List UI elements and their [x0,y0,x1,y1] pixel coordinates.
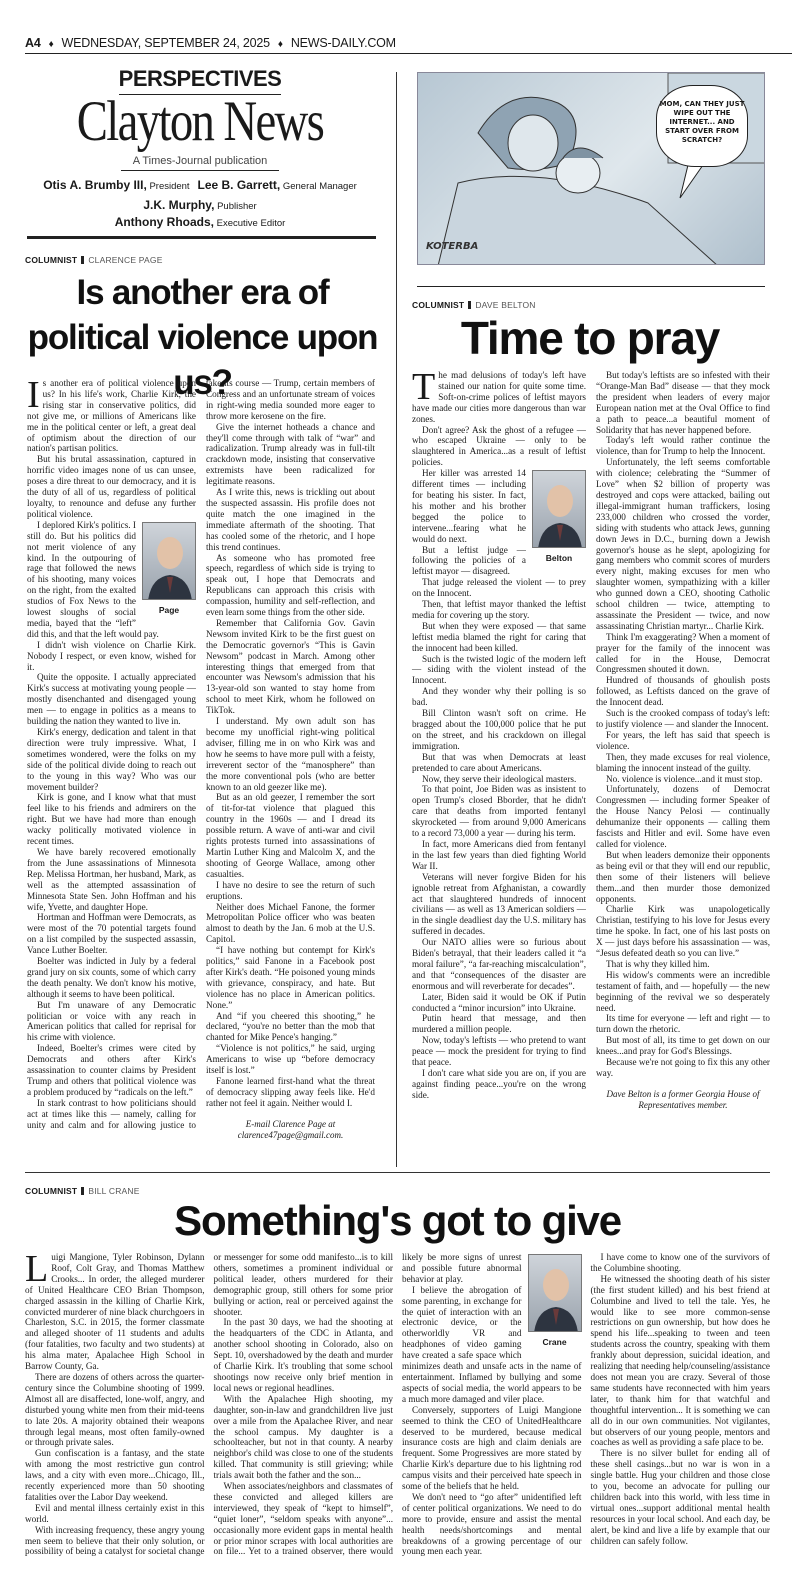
article-body [412,366,770,1111]
paragraph: Kirk's energy, dedication and talent in that direction were truly impressive. What, I sometimes wondered, were the folks on my side of the political divide doing to reach out to the young in this way? Who was our movement builder? [27,727,196,792]
columnist-photo [528,1254,582,1348]
masthead [25,66,375,233]
website[interactable]: NEWS-DAILY.COM [290,36,396,50]
cartoonist-signature: KOTERBA [426,241,479,252]
paragraph: Remember that California Gov. Gavin Newsom invited Kirk to be the first guest on the Democratic governor's “This is Gavin Newsom” podcast in March. Among other interesting things that emerged from that encounter was Newsom's admission that his 13-year-old son wanted to stay home from school to meet Kirk, whom he followed on TikTok. [206,617,375,716]
paragraph: Now, today's leftists — who pretend to want peace — mock the president for trying to find that peace. [412,1035,586,1068]
divider [25,1172,770,1173]
paragraph: Is another era of political violence upon us? In his life's work, Charlie Kirk, the rising star in conservative politics, did not give me, or millions of Americans like me in the political center or left, a great deal of optimism about the direction of our nation's partisan politics. [27,374,196,454]
kicker-label: COLUMNIST [412,300,465,310]
paragraph: Then, that leftist mayor thanked the leftist media for covering up the story. [412,599,586,620]
paragraph: But a leftist judge — following the policies of a leftist mayor — disagreed. [412,544,526,577]
paragraph: Putin heard that message, and then murdered a million people. [412,1013,586,1035]
paragraph: But today's leftists are so infested with their “Orange-Man Bad” disease — that they mock the president when leaders of every major European nation met at the Oval Office to find a path to peace...a beautiful moment of Solidarity that has never happened before. [596,370,770,435]
paragraph: We have barely recovered emotionally from the June assassinations of Minnesota Rep. Melissa Hortman, her husband, Mark, as well as the attempted assassination of Minnesota State Sen. John Hoffman and his wife, Yvette, and daughter Hope. [27,846,196,912]
paragraph: I believe the abrogation of some parenting, in exchange for the quiet of interaction with an electronic device, or the otherworldly VR and headphones of video gaming have created a safe space which minimizes death and unsafe acts in the name of entertainment. Inflamed by bullying and some aspects of social media, the world appears to be a much more damaged and viler place. [402,1284,582,1404]
column-kicker [25,255,163,265]
photo-caption: Crane [542,1337,567,1347]
paragraph: I have come to know one of the survivors of the Columbine shooting. [590,1252,770,1273]
person-icon [143,523,196,600]
paragraph: That is why they killed him. [606,958,710,969]
tagline: A Times-Journal publication [121,155,280,171]
paragraph: I don't care what side you are on, if you are against finding peace...you're on the wrong side. [412,1068,586,1100]
divider [81,1187,84,1195]
paper-name: Clayton News [76,90,324,153]
person-icon [529,1255,582,1332]
paragraph: Kirk is gone, and I know what that must feel like to his friends and admirers on the right. But we have had more than enough wacky politically motivated violence in recent times. [27,792,196,847]
author-name: DAVE BELTON [475,300,536,310]
paragraph: Then, they made excuses for real violence, blaming the innocent instead of the guilty. [596,751,770,773]
paragraph: Later, Biden said it would be OK if Putin conducted a “minor incursion” into Ukraine. [412,991,586,1013]
paragraph: Don't agree? Ask the ghost of a refugee — who escaped Ukraine — only to be slaughtered in America...as a result of leftist policies. [412,424,586,468]
paragraph: Veterans will never forgive Biden for his ignoble retreat from Afghanistan, a cowardly act that slaughtered hundreds of innocent civilians — as well as 13 American soldiers — in the single deadliest day the U.S. military has suffered in decades. [412,871,586,937]
paragraph: Gun confiscation is a fantasy, and the state with among the most restrictive gun control laws, and a city with even more...Chicago, Ill., recently experienced more than 50 shooting fatalities over the Labor Day weekend. [25,1448,205,1502]
author-name: BILL CRANE [88,1186,140,1196]
paragraph: I understand. My own adult son has become my unofficial right-wing political adviser, filling me in on who Kirk was and how he seems to have more pull with a feisty, irreverent sector of the “manosphere” than the more conventional pols (who are better known to an old geezer like me). [206,716,375,792]
paragraph: But when they were exposed — that same leftist media blamed the right for caring that the innocent had been killed. [412,620,586,653]
paragraph: Such is the twisted logic of the modern left — siding with the violent instead of the Innocent. [412,653,586,686]
divider [81,256,84,264]
article-body [25,1248,770,1557]
paragraph: Give the internet hotheads a chance and they'll come through with talk of “war” and radicalization. Trump already was in full-tilt crackdown mode, insisting that conservative extremists have been radicalized for legitimate reasons. [206,421,375,487]
divider [417,286,765,287]
staff-name: J.K. Murphy, [143,198,215,212]
issue-date: WEDNESDAY, SEPTEMBER 24, 2025 [61,36,270,50]
paragraph: To that point, Joe Biden was as insistent to open Trump's closed Bborder, that he didn't care that deaths from imported fentanyl skyrocketed — from around 9,000 Americans to a record 73,000 a year — during his term. [412,784,586,839]
section-title: PERSPECTIVES [119,66,282,95]
divider [27,236,376,239]
paragraph: His widow's comments were an incredible testament of faith, and — hopefully — the new beginning of the revival we so desperately need. [596,969,770,1013]
divider [25,53,792,54]
divider [396,72,397,1167]
paragraph: Her killer was arrested 14 different times — including for beating his sister. In fact, his mother and his brother begged the police to intervene...fearing what he would do next. [412,468,526,544]
paragraph: There is no silver bullet for ending all of these shell casings...but no war is won in a single battle. Hug your children and those close to you, become an advocate for pulling our children back into this world, with less time in virtual ones...support additional mental health resources in your local school. And each day, be alert, be kind and live a life by example that our children can safely follow. [590,1448,770,1546]
photo-caption: Page [158,604,180,615]
headline: Time to pray [460,312,720,364]
paragraph: In fact, more Americans died from fentanyl in the last few years than died fighting World War II. [412,838,586,871]
paragraph: Hortman and Hoffman were Democrats, as were most of the 70 potential targets found on a list compiled by the suspected assassin, Vance Luther Boelter. [27,912,196,956]
paragraph: Fanone learned first-hand what the threat of democracy slipping away feels like. He'd rather not feel it again. Neither would I. [206,1076,375,1108]
column-kicker [25,1186,140,1196]
paragraph: Now, they serve their ideological masters. [422,773,577,784]
staff-role: Publisher [217,201,257,212]
paragraph: Unfortunately, dozens of Democrat Congressmen — including former Speaker of the House Nancy Pelosi — continually dehumanize their opponents — calling them fascists and Hitler and evil. Some have even called for violence. [596,784,770,849]
paragraph: But I'm unaware of any Democratic politician or voice with any reach in American politics that called for reprisal for his crime with violence. [27,999,196,1043]
headshot-image [142,522,196,600]
paragraph: But that was when Democrats at least pretended to care about Americans. [412,751,586,773]
paragraph: As someone who has promoted free speech, regardless of which side is trying to speak out, I hope that Democrats and Republicans can approach this crisis with compassion, humility and self-reflection, and even learn some things from the other side. [206,552,375,618]
paragraph: We don't need to “go after” unidentified left of center political organizations. We need to do more to provide, ensure and assist the mental health needs/shortcomings and mental breakdowns of a growing percentage of our young men each year. [402,1491,582,1557]
staff-role: Executive Editor [216,218,286,229]
paragraph: Quite the opposite. I actually appreciated Kirk's success at motivating young people — mostly disenchanted and disengaged young men — to engage in politics as a means to building the nation they wanted to live in. [27,672,196,727]
paragraph: I didn't wish violence on Charlie Kirk. Nobody I respect, or even know, wished for it. [27,639,196,672]
paragraph: With the Apalachee High shooting, my daughter, son-in-law and grandchildren live just over a mile from the Apalachee River, and near the school campus. My daughter is a schoolteacher, but not in that county. A nearby neighbor's child was close to one of the students killed. That community is still grieving; while trials await both the father and the son... [213,1393,393,1481]
paragraph: Neither does Michael Fanone, the former Metropolitan Police officer who was beaten almost to death by the Jan. 6 mob at the U.S. Capitol. [206,901,375,945]
paragraph: Boelter was indicted in July by a federal grand jury on six counts, some of which carry the death penalty. We don't know his motive, although it seems to have been political. [27,956,196,999]
headline: Something's got to give [174,1197,621,1244]
paragraph: Hundred of thousands of ghoulish posts followed, as Leftists danced on the grave of the Innocent dead. [596,675,770,708]
kicker-label: COLUMNIST [25,255,78,265]
paragraph: Conversely, supporters of Luigi Mangione seemed to think the CEO of UnitedHealthcare deserved to be murdered, because medical insurance costs are high and claim denials are frequent. Some Progressives are more stated by Charlie Kirk's departure due to his lightning rod campus visits and their perceived hate speech in some of the beliefs that he held. [402,1404,582,1492]
paragraph: No. violence is violence...and it must stop. [606,773,763,784]
paragraph: Bill Clinton wasn't soft on crime. He bragged about the 100,000 police that he put on the street, and his crackdown on illegal immigration. [412,708,586,751]
paragraph: There are dozens of others across the quarter-century since the Columbine shooting of 1999. Almost all are disaffected, lone-wolf, angry, and disturbed young white men from their mid-teens to late 20s. A majority obtained their weapons through legal means, most often family-owned or through private sales. [25,1371,205,1448]
paragraph: Because we're not going to fix this any other way. [596,1057,770,1078]
paragraph: I have no desire to see the return of such eruptions. [206,879,375,901]
staff-role: President [149,181,190,192]
staff-name: Anthony Rhoads, [114,215,215,229]
paragraph: That judge released the violent — to prey on the Innocent. [412,577,586,599]
paragraph: But most of all, its time to get down on our knees...and pray for God's Blessings. [596,1035,770,1057]
column-kicker [412,300,536,310]
paragraph: Our NATO allies were so furious about Biden's betrayal, that their leaders called it “a moral failure”, “a far-reaching miscalculation”, and that “consequences of the disaster are enormous and will reverberate for decades”. [412,937,586,991]
paragraph: Think I'm exaggerating? When a moment of prayer for the family of the innocent was called for in the House, Democrat Congressmen shouted it down. [596,631,770,675]
divider [468,301,471,309]
paragraph: I deplored Kirk's politics. I still do. But his politics did not merit violence of any kind. In the outpouring of rage that followed the news of his shooting, many voices on the right, from the exalted studios of Fox News to the lowest sloughs of social media, bayed that the “left” did this, and that the left would pay. [27,519,159,639]
paragraph: The mad delusions of today's left have stained our nation for quite some time. Soft-on-crime polices of leftist mayors have made our cities more dangerous than war zones. [412,366,586,424]
staff-name: Otis A. Brumby III, [43,178,147,192]
page-folio [25,36,396,50]
staff-role: General Manager [282,181,357,192]
paragraph: Its time for everyone — left and right — to turn down the rhetoric. [596,1013,770,1035]
paragraph: But when leaders demonize their opponents as being evil or that they will end our republic, then some of their listeners will believe them...and then murder those demonized opponents. [596,849,770,904]
staff-name: Lee B. Garrett, [197,178,281,192]
author-name: CLARENCE PAGE [88,255,163,265]
author-signoff: E-mail Clarence Page at clarence47page@gmail.com. [237,1118,344,1140]
paragraph: With increasing frequency, these angry young men seem to believe that their only solution, or possibility of being a catalyst for societal change or messenger for some odd manifesto...is to kill others, sometimes a prominent individual or political leader, others murdered for their demographic group, still others for some prior bullying or action, real or perceived against the shooter. [25,1252,393,1557]
paragraph: Such is the crooked compass of today's left: to justify violence — and slander the Innocent. [596,708,770,729]
headline: Is another era of political violence upon us? [27,273,378,402]
paragraph: Today's left would rather continue the violence, than for Trump to help the Innocent. [596,435,770,457]
paragraph: For years, the left has said that speech is violence. [596,729,770,751]
paragraph: “Violence is not politics,” he said, urging Americans to wise up “before democracy itself is lost.” [206,1043,375,1076]
paragraph: Charlie Kirk was unapologetically Christian, testifying to his love for Jesus every time he spoke. In fact, one of his last posts on X — just days before his assassination — was, “Jesus defeated death so you can live.” [596,904,770,959]
paragraph: Luigi Mangione, Tyler Robinson, Dylann Roof, Colt Gray, and Thomas Matthew Crooks... In order, the alleged murderer of United Healthcare CEO Brian Thompson, charged assassin in the killing of Charlie Kirk, convicted murderer of nine black churchgoers in Charleston, S.C. in 2015, the former classmate and alleged shooter of 11 students and adults (four fatalities, two faculty and two students) at his alma mater, Apalachee High School in Barrow County, Ga. [25,1248,205,1372]
staff-list [25,176,375,233]
paragraph: Evil and mental illness certainly exist in this world. [25,1502,205,1524]
paragraph: When associates/neighbors and classmates of these convicted and alleged killers are interviewed, they speak of “kept to himself”, “quiet loner”, “seldom speaks with anyone”... occasionally more evident gaps in mental health or prior minor scrapes with local authorities are on file... Yet to a trained observer, there would likely be more signs of unrest and possible future abnormal behavior at play. [213,1252,522,1557]
editorial-cartoon [417,72,765,265]
paragraph: Indeed, Boelter's crimes were cited by Democrats and others after Kirk's assassination to counter claims by President Trump and others that political violence was a problem produced by “radicals on the left.” [27,1043,196,1097]
diamond-icon: ♦ [277,39,283,50]
paragraph: And “if you cheered this shooting,” he declared, “you're no better than the mob that chanted for Mike Pence's hanging.” [206,1010,375,1043]
paragraph: As I write this, news is trickling out about the suspected assassin. His profile does not quite match the one imagined in the immediate aftermath of the shooting. That has cooled some of the rhetoric, and I hope this trend continues. [206,487,375,552]
paragraph: But his brutal assassination, captured in horrific video images none of us can unsee, poses a dire threat to our democracy, and it is the duty of all of us, regardless of political loyalty, to renounce and defuse any further political violence. [27,454,196,519]
paragraph: In the past 30 days, we had the shooting at the headquarters of the CDC in Atlanta, and another school shooting in Colorado, also on Sept. 10, overshadowed by the death and murder of Charlie Kirk. It's troubling that some school shootings now receive only brief mention in local news or regional headlines. [213,1317,393,1393]
paragraph: Unfortunately, the left seems comfortable with ciolence; celebrating the “Summer of Love” when $2 billion of property was destroyed and cops were attacked, bailing out illegal-immigrant human traffickers, losing 233,000 children who crossed the vorder, siding with students who attack Jews, gunning down Jews in D.C., burning down a Jewish governor's house as he slept, apologizing for gang members who commit scores of murders every night, making excuses for men who slaughter women, sympathizing with a killer who gunned down a CEO, shooting Catholic school children — twice, attempting to assassinate the President — twice, and now assassinating Christian martyr... Charlie Kirk. [596,457,770,631]
paragraph: And they wonder why their polling is so bad. [412,686,586,708]
person-icon [533,471,586,548]
speech-bubble: MOM, CAN THEY JUST WIPE OUT THE INTERNET... AND START OVER FROM SCRATCH? [656,85,748,167]
headshot-image [528,1254,582,1332]
photo-caption: Belton [545,553,573,564]
diamond-icon: ♦ [48,39,54,50]
author-signoff: Dave Belton is a former Georgia House of Representatives member. [606,1088,760,1110]
paragraph: But as an old geezer, I remember the sort of tit-for-tat violence that plagued this country in the 1960s — and I dread its possible return. A wave of anti-war and civil rights protests turned into assassinations of Martin Luther King and Malcolm X, and the shooting of George Wallace, among other casualties. [206,792,375,879]
headshot-image [532,470,586,548]
article-body [27,374,375,1141]
columnist-photo [142,522,196,616]
page-number: A4 [25,36,41,50]
paragraph: He witnessed the shooting death of his sister (the first student killed) and his best friend at Columbine and lived to tell the tale. Yes, he would like to see more common-sense restrictions on gun ownership, but how does he spend his life...speaking to tween and teen students across the country, speaking with them frankly about depression, suicidal ideation, and realizing that needing help/counseling/assistance does not mean you are crazy. Several of those same students have reconnected with him years later, to thank him for that watchful and thoughtful intervention... It is something we can all do in our own communities. Not vigilantes, but observers of our young people, mentors and coaches as well as providing a safe place to be. [590,1273,770,1448]
columnist-photo [532,470,586,564]
kicker-label: COLUMNIST [25,1186,78,1196]
paragraph: “I have nothing but contempt for Kirk's politics,” said Fanone in a Facebook post after Kirk's death. “He poisoned young minds with grievance, conspiracy, and hate. But violence has no place in American politics. None.” [206,945,375,1010]
paragraph: In stark contrast to how politicians should act at times like this — namely, calling for unity and calm and for allowing justice to take its course — Trump, certain members of Congress and an unfortunate stream of voices in right-wing media sounded more eager to throw more kerosene on the fire. [27,378,375,1130]
